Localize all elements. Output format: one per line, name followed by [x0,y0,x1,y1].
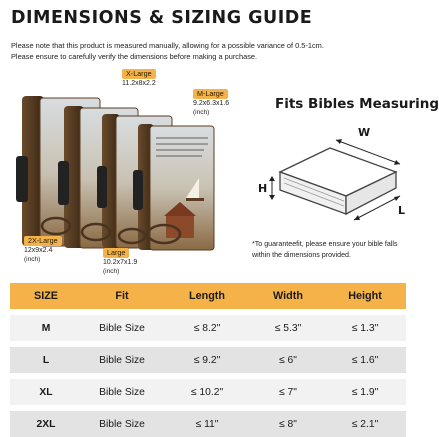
cover-m [133,124,214,250]
measure-title: Fits Bibles Measuring [275,96,439,112]
callout-xlarge [122,69,156,89]
cell-size: L [10,347,82,373]
cell-width: ≤ 8" [252,411,324,437]
size-tag-large: Large [103,248,129,258]
width-label: W [358,126,371,139]
cell-length: ≤ 10.2" [162,379,252,405]
page-title: DIMENSIONS & SIZING GUIDE [11,8,313,28]
header-length: Length [162,283,252,309]
size-tag-xlarge: X-Large [122,69,156,79]
dims-large: 10.2x7x1.9 [103,259,138,267]
callout-mlarge [193,89,229,117]
cell-size: M [10,315,82,341]
cell-height: ≤ 2.1" [324,411,406,437]
cell-length: ≤ 8.2" [162,315,252,341]
callout-2xlarge [24,236,62,264]
dims-2xlarge: 12x9x2.4 [24,247,53,255]
cell-width: ≤ 5.3" [252,315,324,341]
table-row [10,411,406,437]
cell-length: ≤ 11" [162,411,252,437]
cell-height: ≤ 1.9" [324,379,406,405]
height-label: H [258,182,268,195]
size-table [10,283,406,437]
measurement-note: Please note that this product is measured manually, allowing for a possible variance of 0.5-1cm. [11,41,324,50]
table-header-row [10,283,406,309]
size-tag-mlarge: M-Large [193,89,228,99]
cell-width: ≤ 7" [252,379,324,405]
bible-measure-diagram [250,122,410,232]
cell-fit: Bible Size [82,411,162,437]
callout-large [103,248,137,276]
verify-note: Please ensure to carefully verify the dimensions before making a purchase. [11,52,258,61]
cell-size: 2XL [10,411,82,437]
size-tag-2xlarge: 2X-Large [24,236,62,246]
header-width: Width [252,283,324,309]
cell-fit: Bible Size [82,315,162,341]
unit-mlarge: (inch) [193,108,210,116]
unit-2xlarge: (inch) [24,255,41,263]
header-size: SIZE [10,283,82,309]
dims-mlarge: 9.2x6.3x1.6 [193,100,230,108]
dims-xlarge: 11.2x8x2.2 [122,80,156,88]
cell-fit: Bible Size [82,347,162,373]
cell-size: XL [10,379,82,405]
table-row [10,379,406,405]
table-row [10,347,406,373]
cell-width: ≤ 6" [252,347,324,373]
guarantee-note: *To guaranteefit, please ensure your bible falls within the dimensions provided. [252,240,398,259]
cell-height: ≤ 1.3" [324,315,406,341]
header-height: Height [324,283,406,309]
unit-large: (inch) [103,267,120,275]
cell-fit: Bible Size [82,379,162,405]
cell-height: ≤ 1.6" [324,347,406,373]
length-label: L [398,204,406,217]
table-row [10,315,406,341]
cell-length: ≤ 9.2" [162,347,252,373]
header-fit: Fit [82,283,162,309]
